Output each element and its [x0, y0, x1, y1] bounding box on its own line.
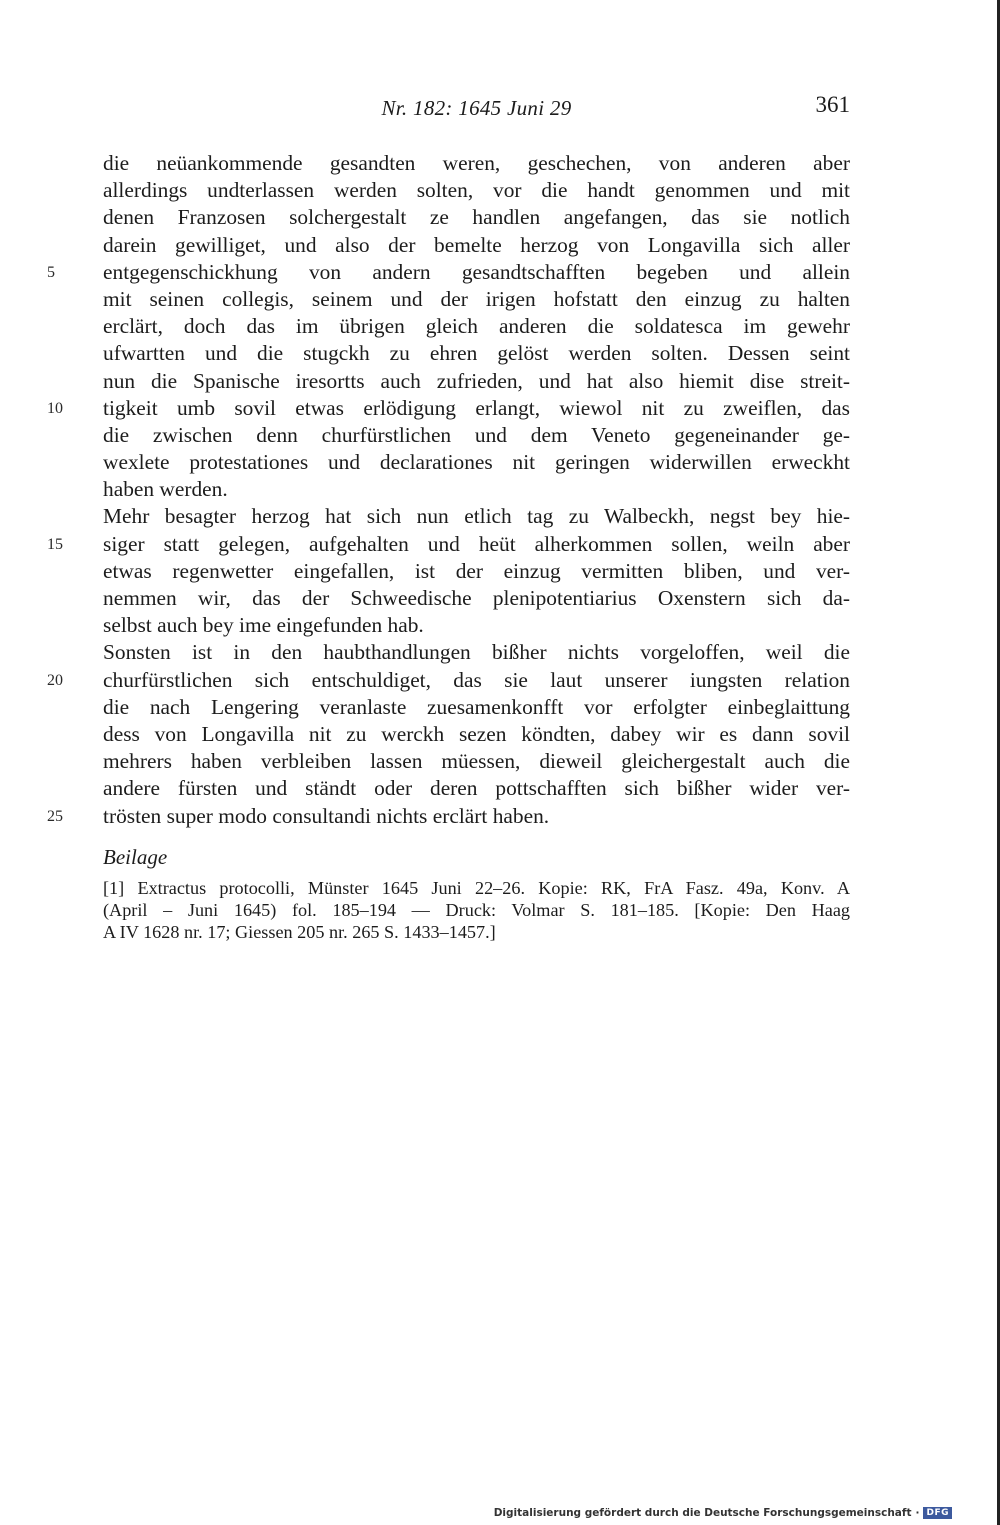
beilage-note [103, 877, 850, 943]
text-line [103, 694, 850, 721]
line-text: entgegenschickhung von andern gesandtschafften begeben und allein [103, 259, 850, 284]
line-number: 15 [47, 535, 63, 553]
text-line [103, 422, 850, 449]
line-number: 10 [47, 399, 63, 417]
line-text: siger statt gelegen, aufgehalten und heüt alherkommen sollen, weiln aber [103, 531, 850, 556]
line-text: erclärt, doch das im übrigen gleich anderen die soldatesca im gewehr [103, 314, 850, 339]
line-text: tigkeit umb sovil etwas erlödigung erlangt, wiewol nit zu zweiflen, das [103, 395, 850, 420]
footer [494, 1507, 952, 1519]
line-number: 20 [47, 671, 63, 689]
text-line [103, 177, 850, 204]
text-line [103, 639, 850, 666]
line-number: 5 [47, 263, 55, 281]
line-text: wexlete protestationes und declarationes nit geringen widerwillen erweckht [103, 450, 850, 475]
page-number: 361 [815, 92, 850, 117]
line-text: Mehr besagter herzog hat sich nun etlich tag zu Walbeckh, negst bey hie- [103, 504, 850, 529]
line-text: ufwartten und die stugckh zu ehren gelöst werden solten. Dessen seint [103, 341, 850, 366]
line-text: churfürstlichen sich entschuldiget, das sie laut unserer iungsten relation [103, 667, 850, 692]
text-line [103, 449, 850, 476]
text-line [103, 748, 850, 775]
text-line [103, 775, 850, 802]
line-text: allerdings undterlassen werden solten, vor die handt genommen und mit [103, 178, 850, 203]
text-line [103, 721, 850, 748]
text-line [47, 531, 850, 558]
line-text: dess von Longavilla nit zu werckh sezen köndten, dabey wir es dann sovil [103, 721, 850, 746]
footer-separator: · [915, 1507, 920, 1519]
line-text: mehrers haben verbleiben lassen müessen, dieweil gleichergestalt auch die [103, 749, 850, 774]
text-line [47, 259, 850, 286]
line-text: die zwischen denn churfürstlichen und dem Veneto gegeneinander ge- [103, 422, 850, 447]
text-line [103, 150, 850, 177]
text-line [103, 286, 850, 313]
text-line [103, 313, 850, 340]
line-text: nun die Spanische iresortts auch zufrieden, und hat also hiemit dise streit- [103, 368, 850, 393]
line-text: die nach Lengering veranlaste zuesamenkonfft vor erfolgter einbeglaittung [103, 694, 850, 719]
line-text: andere fürsten und ständt oder deren pottschafften sich bißher wider ver- [103, 776, 850, 801]
line-text: Sonsten ist in den haubthandlungen bißher nichts vorgeloffen, weil die [103, 640, 850, 665]
note-line: (April – Juni 1645) fol. 185–194 — Druck: Volmar S. 181–185. [Kopie: Den Haag [103, 900, 850, 920]
text-line [103, 558, 850, 585]
line-text: darein gewilliget, und also der bemelte herzog von Longavilla sich aller [103, 232, 850, 257]
text-line [103, 476, 850, 503]
text-line [103, 585, 850, 612]
dfg-logo: DFG [923, 1507, 952, 1519]
text-line [47, 803, 850, 830]
note-line: [1] Extractus protocolli, Münster 1645 Juni 22–26. Kopie: RK, FrA Fasz. 49a, Konv. A [103, 878, 850, 898]
beilage-heading: Beilage [103, 845, 168, 869]
line-text: etwas regenwetter eingefallen, ist der einzug vermitten bliben, und ver- [103, 558, 850, 583]
line-text: trösten super modo consultandi nichts erclärt haben. [103, 803, 550, 828]
line-number: 25 [47, 807, 63, 825]
text-line [103, 503, 850, 530]
text-line [47, 395, 850, 422]
text-line [103, 232, 850, 259]
line-text: haben werden. [103, 477, 228, 502]
line-text: mit seinen collegis, seinem und der irigen hofstatt den einzug zu halten [103, 286, 850, 311]
line-text: nemmen wir, das der Schweedische plenipotentiarius Oxenstern sich da- [103, 586, 850, 610]
line-text: die neüankommende gesandten weren, geschechen, von anderen aber [103, 151, 850, 175]
running-head: Nr. 182: 1645 Juni 29 [381, 96, 572, 120]
page-header [103, 92, 850, 126]
text-line [103, 612, 850, 639]
note-line: A IV 1628 nr. 17; Giessen 205 nr. 265 S. 1433–1457.] [103, 922, 496, 942]
text-line [103, 340, 850, 367]
body-text [47, 150, 850, 830]
line-text: selbst auch bey ime eingefunden hab. [103, 613, 424, 638]
line-text: denen Franzosen solchergestalt ze handlen angefangen, das sie notlich [103, 205, 850, 230]
text-line [103, 368, 850, 395]
footer-text: Digitalisierung gefördert durch die Deutsche Forschungsgemeinschaft [493, 1507, 912, 1519]
text-line [47, 667, 850, 694]
text-line [103, 204, 850, 231]
